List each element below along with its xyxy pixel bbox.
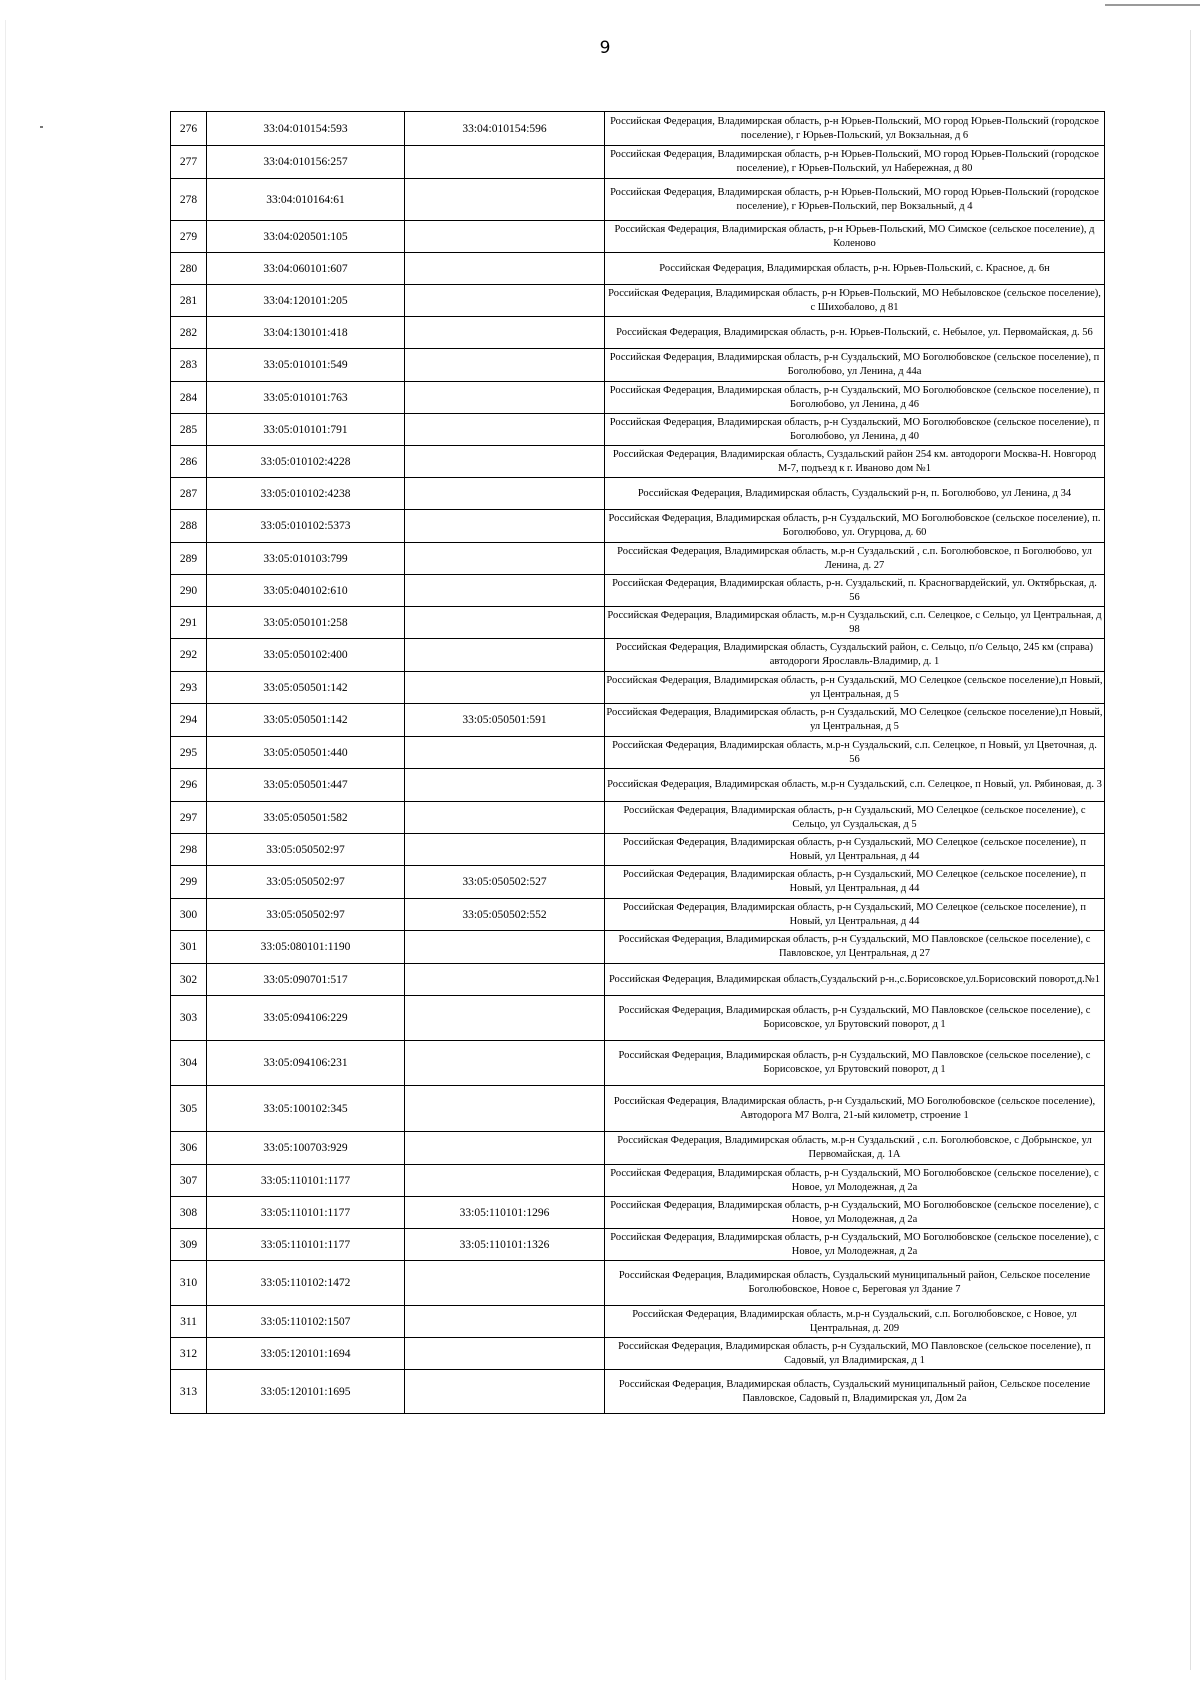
address-cell: Российская Федерация, Владимирская область, р-н. Юрьев-Польский, с. Небылое, ул. Первомайская, д. 56 (605, 317, 1105, 349)
table-row (171, 639, 1105, 672)
address-cell: Российская Федерация, Владимирская область, р-н Суздальский, МО Селецкое (сельское поселение),п Новый, ул Центральная, д 5 (605, 672, 1105, 704)
cadastral-number: 33:05:110101:1177 (207, 1165, 405, 1197)
row-number: 281 (171, 285, 207, 317)
table-row (171, 349, 1105, 382)
address-cell: Российская Федерация, Владимирская область, р-н Суздальский, МО Павловское (сельское поселение), с Павловское, ул Центральная, д 27 (605, 931, 1105, 964)
related-cadastral-number: 33:04:010154:596 (405, 112, 605, 146)
cadastral-number: 33:05:050102:400 (207, 639, 405, 672)
cadastral-number: 33:05:090701:517 (207, 964, 405, 996)
address-cell: Российская Федерация, Владимирская область, м.р-н Суздальский, с.п. Селецкое, п Новый, ул Цветочная, д. 56 (605, 737, 1105, 769)
row-number: 290 (171, 575, 207, 607)
row-number: 302 (171, 964, 207, 996)
related-cadastral-number (405, 607, 605, 639)
table-row (171, 221, 1105, 253)
address-cell: Российская Федерация, Владимирская область, Суздальский муниципальный район, Сельское поселение Павловское, Садовый п, Владимирская ул, Дом 2а (605, 1370, 1105, 1414)
table-row (171, 737, 1105, 769)
table-row (171, 382, 1105, 414)
cadastral-number: 33:05:010102:4238 (207, 478, 405, 510)
row-number: 310 (171, 1261, 207, 1306)
address-cell: Российская Федерация, Владимирская область, р-н Суздальский, МО Павловское (сельское поселение), п Садовый, ул Владимирская, д 1 (605, 1338, 1105, 1370)
address-cell: Российская Федерация, Владимирская область, р-н Суздальский, МО Боголюбовское (сельское поселение), п Боголюбово, ул Ленина, д 46 (605, 382, 1105, 414)
row-number: 311 (171, 1306, 207, 1338)
cadastral-number: 33:05:110101:1177 (207, 1197, 405, 1229)
row-number: 309 (171, 1229, 207, 1261)
related-cadastral-number (405, 575, 605, 607)
table-row (171, 510, 1105, 543)
address-cell: Российская Федерация, Владимирская область, м.р-н Суздальский , с.п. Боголюбовское, п Боголюбово, ул Ленина, д. 27 (605, 543, 1105, 575)
row-number: 313 (171, 1370, 207, 1414)
row-number: 289 (171, 543, 207, 575)
scan-speck (40, 126, 43, 128)
related-cadastral-number (405, 349, 605, 382)
related-cadastral-number (405, 221, 605, 253)
related-cadastral-number (405, 1132, 605, 1165)
related-cadastral-number (405, 769, 605, 802)
address-cell: Российская Федерация, Владимирская область, р-н Суздальский, МО Боголюбовское (сельское поселение), п Боголюбово, ул Ленина, д 40 (605, 414, 1105, 446)
address-cell: Российская Федерация, Владимирская область, м.р-н Суздальский, с.п. Селецкое, п Новый, ул. Рябиновая, д. 3 (605, 769, 1105, 802)
related-cadastral-number (405, 146, 605, 179)
cadastral-number: 33:05:100102:345 (207, 1086, 405, 1132)
property-table (170, 111, 1105, 1414)
address-cell: Российская Федерация, Владимирская область,Суздальский р-н.,с.Борисовское,ул.Борисовский поворот,д.№1 (605, 964, 1105, 996)
cadastral-number: 33:05:010102:4228 (207, 446, 405, 478)
related-cadastral-number (405, 639, 605, 672)
cadastral-number: 33:05:050501:142 (207, 672, 405, 704)
scan-artifact-edge-left (5, 20, 6, 1680)
cadastral-number: 33:05:010101:791 (207, 414, 405, 446)
related-cadastral-number (405, 285, 605, 317)
address-cell: Российская Федерация, Владимирская область, р-н Юрьев-Польский, МО город Юрьев-Польский (городское поселение), г Юрьев-Польский, ул Набережная, д 80 (605, 146, 1105, 179)
row-number: 312 (171, 1338, 207, 1370)
table-row (171, 478, 1105, 510)
row-number: 307 (171, 1165, 207, 1197)
row-number: 297 (171, 802, 207, 834)
address-cell: Российская Федерация, Владимирская область, р-н Суздальский, МО Боголюбовское (сельское поселение), с Новое, ул Молодежная, д 2а (605, 1165, 1105, 1197)
row-number: 294 (171, 704, 207, 737)
address-cell: Российская Федерация, Владимирская область, р-н Суздальский, МО Селецкое (сельское поселение), п Новый, ул Центральная, д 44 (605, 834, 1105, 866)
related-cadastral-number (405, 1165, 605, 1197)
row-number: 308 (171, 1197, 207, 1229)
table-row (171, 1306, 1105, 1338)
cadastral-number: 33:04:120101:205 (207, 285, 405, 317)
row-number: 301 (171, 931, 207, 964)
table-row (171, 112, 1105, 146)
related-cadastral-number (405, 672, 605, 704)
related-cadastral-number: 33:05:050502:552 (405, 899, 605, 931)
related-cadastral-number (405, 382, 605, 414)
table-row (171, 964, 1105, 996)
row-number: 303 (171, 996, 207, 1041)
related-cadastral-number (405, 996, 605, 1041)
cadastral-number: 33:05:010102:5373 (207, 510, 405, 543)
cadastral-number: 33:04:060101:607 (207, 253, 405, 285)
cadastral-number: 33:05:120101:1694 (207, 1338, 405, 1370)
address-cell: Российская Федерация, Владимирская область, Суздальский р-н, п. Боголюбово, ул Ленина, д 34 (605, 478, 1105, 510)
table-row (171, 317, 1105, 349)
cadastral-number: 33:05:110101:1177 (207, 1229, 405, 1261)
row-number: 277 (171, 146, 207, 179)
row-number: 305 (171, 1086, 207, 1132)
table-row (171, 802, 1105, 834)
cadastral-number: 33:04:010154:593 (207, 112, 405, 146)
cadastral-number: 33:05:010101:549 (207, 349, 405, 382)
related-cadastral-number (405, 1338, 605, 1370)
table-row (171, 1086, 1105, 1132)
address-cell: Российская Федерация, Владимирская область, Суздальский район, с. Сельцо, п/о Сельцо, 245 км (справа) автодороги Ярославль-Владимир, д. 1 (605, 639, 1105, 672)
row-number: 300 (171, 899, 207, 931)
row-number: 304 (171, 1041, 207, 1086)
cadastral-number: 33:05:050502:97 (207, 899, 405, 931)
table-row (171, 1338, 1105, 1370)
row-number: 280 (171, 253, 207, 285)
address-cell: Российская Федерация, Владимирская область, м.р-н Суздальский , с.п. Боголюбовское, с Добрынское, ул Первомайская, д. 1А (605, 1132, 1105, 1165)
address-cell: Российская Федерация, Владимирская область, р-н Юрьев-Польский, МО Симское (сельское поселение), д Коленово (605, 221, 1105, 253)
table-row (171, 899, 1105, 931)
table-row (171, 1041, 1105, 1086)
address-cell: Российская Федерация, Владимирская область, р-н Суздальский, МО Павловское (сельское поселение), с Борисовское, ул Брутовский поворот, д 1 (605, 996, 1105, 1041)
related-cadastral-number (405, 543, 605, 575)
row-number: 287 (171, 478, 207, 510)
cadastral-number: 33:05:100703:929 (207, 1132, 405, 1165)
related-cadastral-number (405, 1086, 605, 1132)
address-cell: Российская Федерация, Владимирская область, р-н. Суздальский, п. Красногвардейский, ул. Октябрьская, д. 56 (605, 575, 1105, 607)
scan-artifact-edge (1190, 30, 1191, 1670)
row-number: 278 (171, 179, 207, 221)
row-number: 306 (171, 1132, 207, 1165)
related-cadastral-number (405, 737, 605, 769)
table-row (171, 146, 1105, 179)
row-number: 295 (171, 737, 207, 769)
table-row (171, 1165, 1105, 1197)
address-cell: Российская Федерация, Владимирская область, р-н Суздальский, МО Боголюбовское (сельское поселение), п Боголюбово, ул Ленина, д 44а (605, 349, 1105, 382)
page-number: 9 (599, 38, 611, 58)
row-number: 283 (171, 349, 207, 382)
table-row (171, 704, 1105, 737)
row-number: 286 (171, 446, 207, 478)
table-row (171, 866, 1105, 899)
related-cadastral-number (405, 446, 605, 478)
row-number: 285 (171, 414, 207, 446)
row-number: 279 (171, 221, 207, 253)
cadastral-number: 33:05:010101:763 (207, 382, 405, 414)
scan-artifact-line (1105, 4, 1200, 6)
table-row (171, 1197, 1105, 1229)
table-row (171, 1261, 1105, 1306)
address-cell: Российская Федерация, Владимирская область, р-н Суздальский, МО Боголюбовское (сельское поселение), п. Боголюбово, ул. Огурцова, д. 60 (605, 510, 1105, 543)
address-cell: Российская Федерация, Владимирская область, р-н Юрьев-Польский, МО Небыловское (сельское поселение), с Шихобалово, д 81 (605, 285, 1105, 317)
table-row (171, 834, 1105, 866)
cadastral-number: 33:05:050501:142 (207, 704, 405, 737)
address-cell: Российская Федерация, Владимирская область, р-н. Юрьев-Польский, с. Красное, д. 6н (605, 253, 1105, 285)
cadastral-number: 33:05:050501:582 (207, 802, 405, 834)
table-row (171, 931, 1105, 964)
table-row (171, 575, 1105, 607)
related-cadastral-number (405, 802, 605, 834)
address-cell: Российская Федерация, Владимирская область, р-н Суздальский, МО Селецкое (сельское поселение), с Сельцо, ул Суздальская, д 5 (605, 802, 1105, 834)
row-number: 293 (171, 672, 207, 704)
table-row (171, 543, 1105, 575)
table-row (171, 414, 1105, 446)
related-cadastral-number (405, 478, 605, 510)
address-cell: Российская Федерация, Владимирская область, р-н Суздальский, МО Селецкое (сельское поселение), п Новый, ул Центральная, д 44 (605, 866, 1105, 899)
table-row (171, 672, 1105, 704)
cadastral-number: 33:05:050501:447 (207, 769, 405, 802)
table-row (171, 179, 1105, 221)
table-row (171, 769, 1105, 802)
table-row (171, 1370, 1105, 1414)
table-row (171, 285, 1105, 317)
related-cadastral-number (405, 1370, 605, 1414)
address-cell: Российская Федерация, Владимирская область, м.р-н Суздальский, с.п. Селецкое, с Сельцо, ул Центральная, д 98 (605, 607, 1105, 639)
address-cell: Российская Федерация, Владимирская область, р-н Суздальский, МО Боголюбовское (сельское поселение), с Новое, ул Молодежная, д 2а (605, 1197, 1105, 1229)
cadastral-number: 33:05:094106:231 (207, 1041, 405, 1086)
cadastral-number: 33:05:050501:440 (207, 737, 405, 769)
address-cell: Российская Федерация, Владимирская область, р-н Юрьев-Польский, МО город Юрьев-Польский (городское поселение), г Юрьев-Польский, пер Вокзальный, д 4 (605, 179, 1105, 221)
address-cell: Российская Федерация, Владимирская область, Суздальский район 254 км. автодороги Москва-Н. Новгород М-7, подъезд к г. Иваново дом №1 (605, 446, 1105, 478)
address-cell: Российская Федерация, Владимирская область, р-н Юрьев-Польский, МО город Юрьев-Польский (городское поселение), г Юрьев-Польский, ул Вокзальная, д 6 (605, 112, 1105, 146)
row-number: 288 (171, 510, 207, 543)
cadastral-number: 33:05:110102:1507 (207, 1306, 405, 1338)
related-cadastral-number (405, 510, 605, 543)
related-cadastral-number (405, 253, 605, 285)
related-cadastral-number: 33:05:110101:1326 (405, 1229, 605, 1261)
row-number: 296 (171, 769, 207, 802)
cadastral-number: 33:04:010164:61 (207, 179, 405, 221)
related-cadastral-number (405, 834, 605, 866)
address-cell: Российская Федерация, Владимирская область, р-н Суздальский, МО Боголюбовское (сельское поселение), Автодорога М7 Волга, 21-ый километр, строение 1 (605, 1086, 1105, 1132)
related-cadastral-number (405, 1306, 605, 1338)
related-cadastral-number: 33:05:110101:1296 (405, 1197, 605, 1229)
table-row (171, 607, 1105, 639)
cadastral-number: 33:05:080101:1190 (207, 931, 405, 964)
row-number: 282 (171, 317, 207, 349)
related-cadastral-number (405, 1261, 605, 1306)
row-number: 291 (171, 607, 207, 639)
related-cadastral-number (405, 1041, 605, 1086)
related-cadastral-number (405, 414, 605, 446)
cadastral-number: 33:05:040102:610 (207, 575, 405, 607)
address-cell: Российская Федерация, Владимирская область, Суздальский муниципальный район, Сельское поселение Боголюбовское, Новое с, Береговая ул Здание 7 (605, 1261, 1105, 1306)
row-number: 298 (171, 834, 207, 866)
table-row (171, 253, 1105, 285)
cadastral-number: 33:05:120101:1695 (207, 1370, 405, 1414)
address-cell: Российская Федерация, Владимирская область, р-н Суздальский, МО Боголюбовское (сельское поселение), с Новое, ул Молодежная, д 2а (605, 1229, 1105, 1261)
address-cell: Российская Федерация, Владимирская область, р-н Суздальский, МО Селецкое (сельское поселение),п Новый, ул Центральная, д 5 (605, 704, 1105, 737)
related-cadastral-number: 33:05:050501:591 (405, 704, 605, 737)
table-row (171, 996, 1105, 1041)
address-cell: Российская Федерация, Владимирская область, р-н Суздальский, МО Селецкое (сельское поселение), п Новый, ул Центральная, д 44 (605, 899, 1105, 931)
related-cadastral-number: 33:05:050502:527 (405, 866, 605, 899)
address-cell: Российская Федерация, Владимирская область, м.р-н Суздальский, с.п. Боголюбовское, с Новое, ул Центральная, д. 209 (605, 1306, 1105, 1338)
table-body (171, 112, 1105, 1414)
cadastral-number: 33:04:010156:257 (207, 146, 405, 179)
related-cadastral-number (405, 317, 605, 349)
table-row (171, 446, 1105, 478)
table-row (171, 1229, 1105, 1261)
table-row (171, 1132, 1105, 1165)
row-number: 299 (171, 866, 207, 899)
row-number: 276 (171, 112, 207, 146)
row-number: 292 (171, 639, 207, 672)
related-cadastral-number (405, 179, 605, 221)
cadastral-number: 33:05:050502:97 (207, 834, 405, 866)
cadastral-number: 33:05:050101:258 (207, 607, 405, 639)
cadastral-number: 33:05:010103:799 (207, 543, 405, 575)
related-cadastral-number (405, 931, 605, 964)
cadastral-number: 33:05:050502:97 (207, 866, 405, 899)
related-cadastral-number (405, 964, 605, 996)
row-number: 284 (171, 382, 207, 414)
cadastral-number: 33:05:110102:1472 (207, 1261, 405, 1306)
cadastral-number: 33:04:130101:418 (207, 317, 405, 349)
cadastral-number: 33:05:094106:229 (207, 996, 405, 1041)
cadastral-number: 33:04:020501:105 (207, 221, 405, 253)
address-cell: Российская Федерация, Владимирская область, р-н Суздальский, МО Павловское (сельское поселение), с Борисовское, ул Брутовский поворот, д 1 (605, 1041, 1105, 1086)
